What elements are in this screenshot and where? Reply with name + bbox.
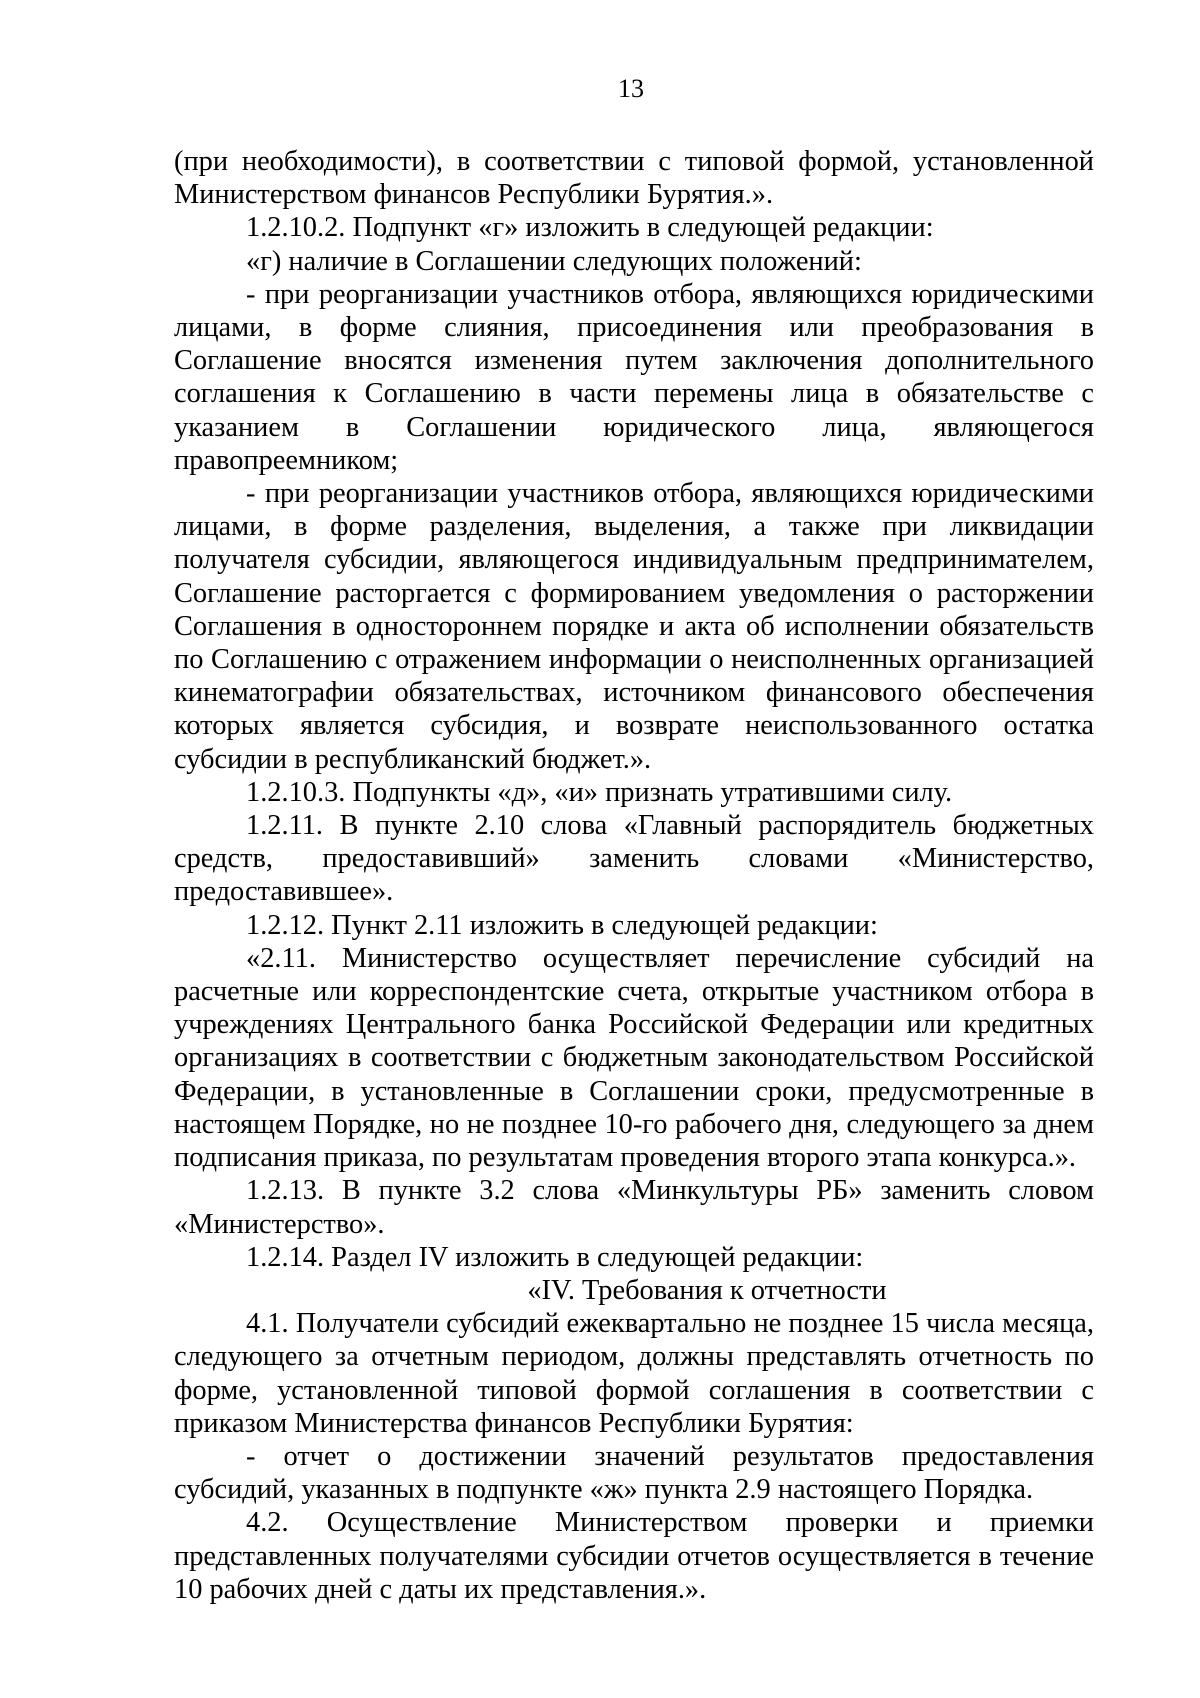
paragraph-2: 1.2.10.2. Подпункт «г» изложить в следующей редакции: <box>246 212 934 244</box>
paragraph-7: 1.2.11. В пункте 2.10 слова «Главный распорядитель бюджетных средств, предоставивший» заменить словами «Министерство, предоставившее». <box>174 810 1094 908</box>
paragraph-5: - при реорганизации участников отбора, являющихся юридическими лицами, в форме разделения, выделения, а также при ликвидации получателя субсидии, являющегося индивидуальным предпринимателем, Соглашение расторгается с формированием уведомления о расторжении Соглашения в одностороннем порядке и акта об исполнении обязательств по Соглашению с отражением информации о неисполненных организацией кинематографии обязательствах, источником финансового обеспечения которых является субсидия, и возврате неиспользованного остатка субсидии в республиканский бюджет.». <box>174 478 1094 775</box>
paragraph-11: 1.2.14. Раздел IV изложить в следующей редакции: <box>246 1241 864 1273</box>
paragraph-4: - при реорганизации участников отбора, являющихся юридическими лицами, в форме слияния, присоединения или преобразования в Соглашение вносятся изменения путем заключения дополнительного соглашения к Соглашению в части перемены лица в обязательстве с указанием в Соглашении юридического лица, являющегося правопреемником; <box>174 278 1094 476</box>
document-body <box>174 145 1094 1606</box>
paragraph-6: 1.2.10.3. Подпункты «д», «и» признать утратившими силу. <box>246 776 953 808</box>
paragraph-10: 1.2.13. В пункте 3.2 слова «Минкультуры РБ» заменить словом «Министерство». <box>174 1175 1094 1240</box>
paragraph-15: 4.2. Осуществление Министерством проверки и приемки представленных получателями субсидии отчетов осуществляется в течение 10 рабочих дней с даты их представления.». <box>174 1507 1094 1605</box>
paragraph-3: «г) наличие в Соглашении следующих положений: <box>246 245 862 277</box>
paragraph-8: 1.2.12. Пункт 2.11 изложить в следующей редакции: <box>246 909 878 941</box>
paragraph-13: 4.1. Получатели субсидий ежеквартально не позднее 15 числа месяца, следующего за отчетным периодом, должны представлять отчетность по форме, установленной типовой формой соглашения в соответствии с приказом Министерства финансов Республики Бурятия: <box>174 1308 1094 1439</box>
paragraph-1: (при необходимости), в соответствии с типовой формой, установленной Министерством финансов Республики Бурятия.». <box>174 146 1094 211</box>
paragraph-9: «2.11. Министерство осуществляет перечисление субсидий на расчетные или корреспондентские счета, открытые участником отбора в учреждениях Центрального банка Российской Федерации или кредитных организациях в соответствии с бюджетным законодательством Российской Федерации, в установленные в Соглашении сроки, предусмотренные в настоящем Порядке, но не позднее 10-го рабочего дня, следующего за днем подписания приказа, по результатам проведения второго этапа конкурса.». <box>174 942 1094 1174</box>
section-heading: «IV. Требования к отчетности <box>527 1274 887 1306</box>
paragraph-14: - отчет о достижении значений результатов предоставления субсидий, указанных в подпункте «ж» пункта 2.9 настоящего Порядка. <box>174 1440 1094 1506</box>
page-number: 13 <box>618 74 644 103</box>
